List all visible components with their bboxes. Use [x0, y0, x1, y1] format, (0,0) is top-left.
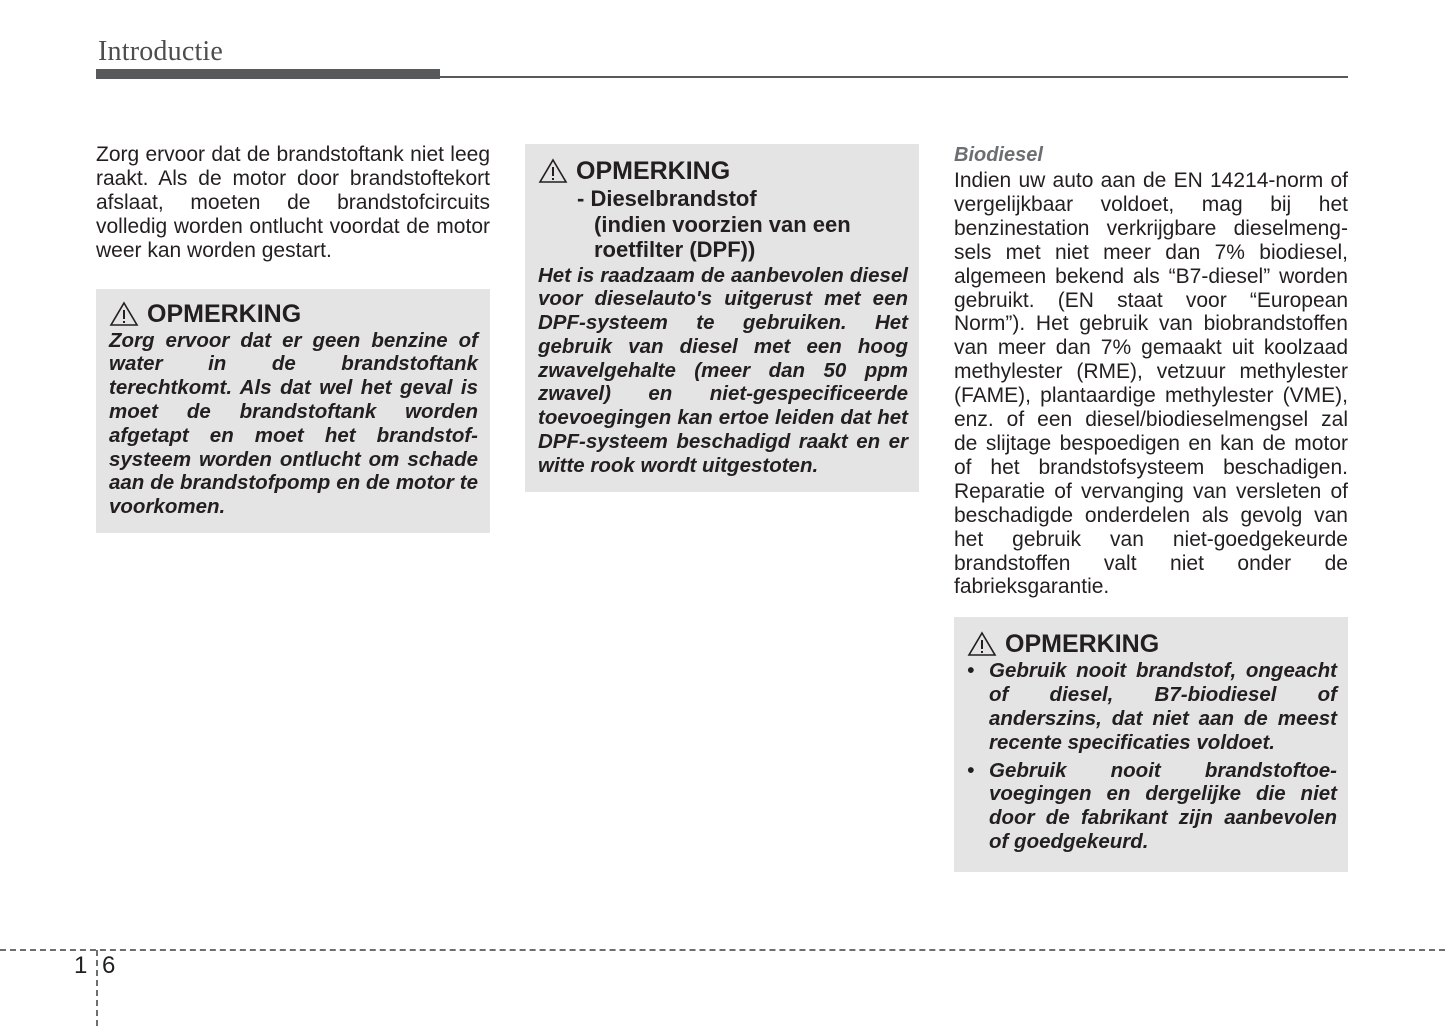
warning-triangle-icon	[967, 631, 997, 657]
page-header-title: Introductie	[98, 36, 224, 67]
note-header	[538, 156, 908, 186]
header-rule-thick	[96, 69, 440, 79]
note-title: OPMERKING	[147, 299, 302, 328]
list-item-text: Gebruik nooit brandstof, ongeacht of diesel, B7-biodiesel of anderszins, dat niet aan de meest recente specificaties voldoet.	[989, 659, 1337, 754]
header-rule-thin	[440, 76, 1348, 78]
column-right	[954, 143, 1348, 872]
bullet-marker: •	[967, 758, 975, 782]
chapter-number: 1	[74, 952, 88, 979]
note-text: Het is raadzaam de aanbevolen diesel voor dieselauto's uitgerust met een DPF-systeem te gebruiken. Het gebruik van diesel met een hoog zwavelgehalte (meer dan 50 ppm zwavel) en niet-gespecificeerde toevoegingen kan ertoe leiden dat het DPF-systeem beschadigd raakt en er witte rook wordt uitgestoten.	[538, 263, 908, 477]
note-header	[109, 299, 478, 329]
note-text: Zorg ervoor dat er geen benzine of water in de brandstoftank terechtkomt. Als dat wel het geval is moet de brandstoftank worden afgetapt en moet het brandstofsysteem worden ontlucht om schade aan de brandstofpomp en de motor te voorkomen.	[109, 328, 478, 519]
note-subtitle-line-3: roetfilter (DPF))	[594, 237, 756, 262]
note-subtitle	[538, 186, 908, 263]
bullet-marker: •	[967, 659, 975, 683]
column-middle	[525, 143, 919, 492]
column-left	[96, 143, 490, 533]
note-title: OPMERKING	[576, 157, 731, 185]
biodiesel-heading: Biodiesel	[954, 144, 1043, 166]
page-number: 6	[102, 952, 116, 979]
note-bullet-list	[967, 659, 1337, 853]
note-subtitle-line-2: (indien voorzien van een	[594, 211, 851, 237]
note-title: OPMERKING	[1005, 630, 1160, 659]
fuel-tank-paragraph: Zorg ervoor dat de brandstoftank niet leeg raakt. Als de motor door brandstoftekort afslaat, moeten de brandstofcircuits volledig worden ontlucht voordat de motor weer kan worden gestart.	[96, 143, 490, 262]
note-subtitle-line-1: - Dieselbrandstof	[577, 186, 757, 211]
footer-dashed-rule	[0, 949, 1445, 951]
list-item	[967, 659, 1337, 754]
note-box-fuel-tank	[96, 289, 490, 533]
warning-triangle-icon	[538, 158, 568, 184]
biodiesel-paragraph: Indien uw auto aan de EN 14214-norm of vergelijkbaar voldoet, mag bij het benzinestation verkrijgbare dieselmengsels met niet meer dan 7% biodiesel, algemeen bekend als “B7-diesel” worden gebruikt. (EN staat voor “European Norm”). Het gebruik van biobrandstoffen van meer dan 7% gemaakt uit koolzaad methylester (RME), vetzuur methylester (FAME), plantaardige methylester (VME), enz. of een diesel/biodieselmengsel zal de slijtage bespoedigen en kan de motor of het brandstofsysteem beschadigen. Reparatie of vervanging van versleten of beschadigde onderdelen als gevolg van het gebruik van niet-goedgekeurde brandstoffen valt niet onder de fabrieksgarantie.	[954, 169, 1348, 599]
note-box-fuel-additives	[954, 617, 1348, 871]
list-item-text: Gebruik nooit brandstoftoevoegingen en dergelijke die niet door de fabrikant zijn aanbevolen of goedgekeurd.	[989, 758, 1337, 853]
warning-triangle-icon	[109, 301, 139, 327]
note-box-diesel-fuel	[525, 144, 919, 492]
list-item	[967, 759, 1337, 854]
note-header	[967, 629, 1337, 659]
footer-dashed-divider	[96, 950, 98, 1026]
